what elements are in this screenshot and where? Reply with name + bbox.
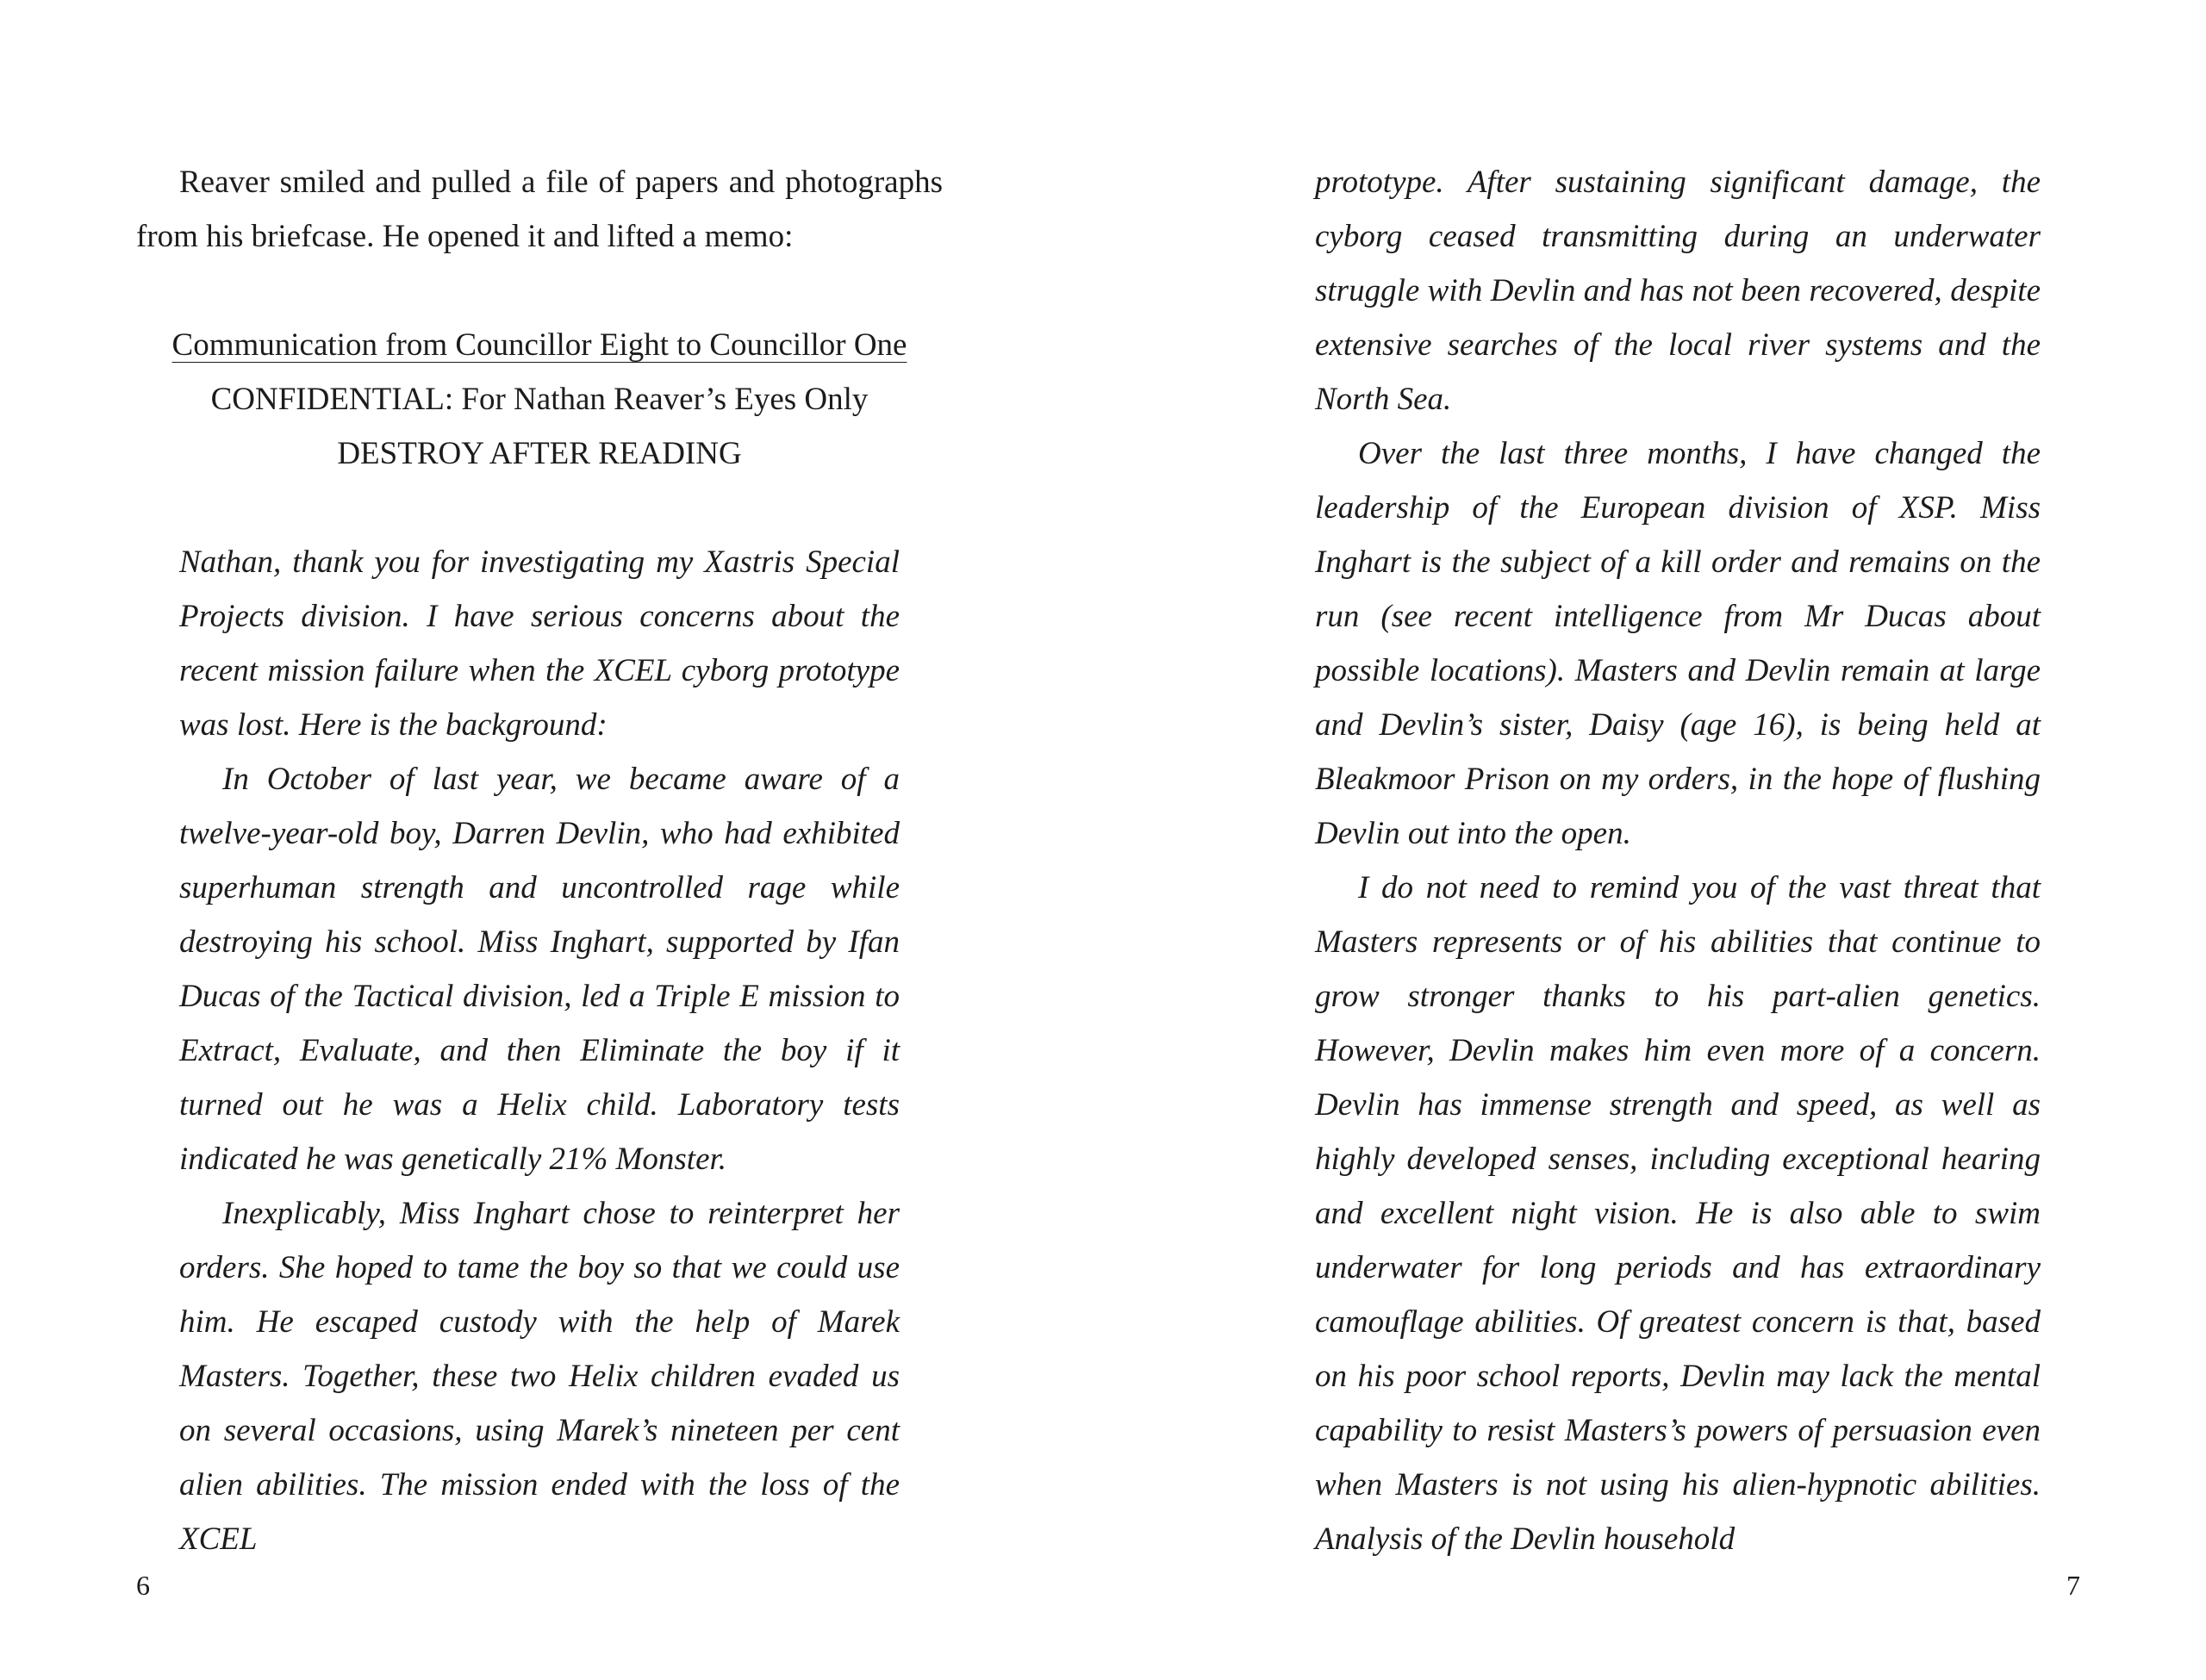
memo-confidential-line: CONFIDENTIAL: For Nathan Reaver’s Eyes Only	[210, 382, 869, 417]
intro-paragraph: Reaver smiled and pulled a file of papers and photographs from his briefcase. He opened it and lifted a memo:	[136, 165, 943, 254]
memo-paragraph: prototype. After sustaining significant damage, the cyborg ceased transmitting during an underwater struggle with Devlin and has not been recovered, despite extensive searches of the local river systems and the North Sea.	[1315, 165, 2041, 417]
memo-body	[179, 535, 900, 1566]
memo-title: Communication from Councillor Eight to Councillor One	[171, 327, 907, 363]
memo-paragraph: Over the last three months, I have changed the leadership of the European division of XSP. Miss Inghart is the subject of a kill order and remains on the run (see recent intelligence from Mr Ducas about possible locations). Masters and Devlin remain at large and Devlin’s sister, Daisy (age 16), is being held at Bleakmoor Prison on my orders, in the hope of flushing Devlin out into the open.	[1315, 436, 2041, 851]
memo-paragraph: In October of last year, we became aware of a twelve-year-old boy, Darren Devlin, who had exhibited superhuman strength and uncontrolled rage while destroying his school. Miss Inghart, supported by Ifan Ducas of the Tactical division, led a Triple E mission to Extract, Evaluate, and then Eliminate the boy if it turned out he was a Helix child. Laboratory tests indicated he was genetically 21% Monster.	[179, 762, 900, 1177]
left-page	[136, 155, 943, 1566]
memo-paragraph: I do not need to remind you of the vast threat that Masters represents or of his abilities that continue to grow stronger thanks to his part-alien genetics. However, Devlin makes him even more of a concern. Devlin has immense strength and speed, as well as highly developed senses, including exceptional hearing and excellent night vision. He is also able to swim underwater for long periods and has extraordinary camouflage abilities. Of greatest concern is that, based on his poor school reports, Devlin may lack the mental capability to resist Masters’s powers of persuasion even when Masters is not using his alien-hypnotic abilities. Analysis of the Devlin household	[1315, 870, 2041, 1557]
page-number-right: 7	[2066, 1570, 2080, 1601]
page-number-left: 6	[136, 1570, 150, 1601]
memo-paragraph: Nathan, thank you for investigating my Xastris Special Projects division. I have serious concerns about the recent mission failure when the XCEL cyborg prototype was lost. Here is the background:	[179, 544, 900, 743]
memo-paragraph: Inexplicably, Miss Inghart chose to reinterpret her orders. She hoped to tame the boy so that we could use him. He escaped custody with the help of Marek Masters. Together, these two Helix children evaded us on several occasions, using Marek’s nineteen per cent alien abilities. The mission ended with the loss of the XCEL	[179, 1196, 900, 1557]
right-page	[1315, 155, 2041, 1566]
memo-destroy-line: DESTROY AFTER READING	[337, 436, 742, 471]
memo-header	[136, 318, 943, 481]
